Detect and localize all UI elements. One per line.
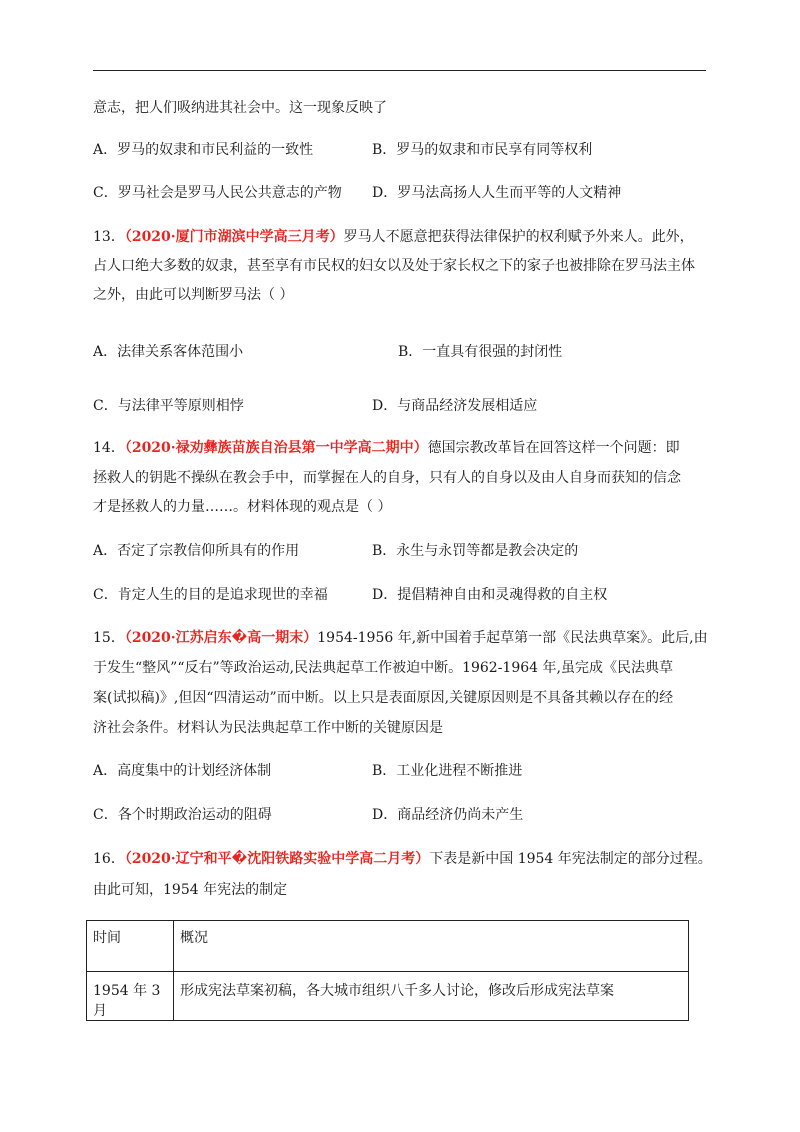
q15-text-1: 1954-1956 年,新中国着手起草第一部《民法典草案》。此后,由 xyxy=(317,630,708,646)
q15-option-b: B．工业化进程不断推进 xyxy=(372,763,523,779)
q15-option-c: C．各个时期政治运动的阻碍 xyxy=(93,807,272,823)
q14-number: 14． xyxy=(93,440,125,456)
table-row xyxy=(87,972,689,1021)
q13-line-3: 之外，由此可以判断罗马法（ ） xyxy=(93,287,294,303)
q14-option-c: C．肯定人生的目的是追求现世的幸福 xyxy=(93,587,328,603)
q15-line-3: 案(试拟稿)》,但因“四清运动”而中断。以上只是表面原因,关键原因则是不具备其赖以存在的经 xyxy=(93,690,674,706)
q16-text-1: 下表是新中国 1954 年宪法制定的部分过程。 xyxy=(429,851,712,867)
q16-line-1 xyxy=(93,849,712,869)
q12-option-a: A．罗马的奴隶和市民利益的一致性 xyxy=(93,142,314,158)
q16-source: （2020·辽宁和平�沈阳铁路实验中学高二月考） xyxy=(124,851,430,867)
q15-option-a: A．高度集中的计划经济体制 xyxy=(93,763,272,779)
q16-number: 16． xyxy=(93,851,125,867)
q14-option-a: A．否定了宗教信仰所具有的作用 xyxy=(93,543,300,559)
q14-option-b: B．永生与永罚等都是教会决定的 xyxy=(372,543,579,559)
table-header-overview: 概况 xyxy=(174,921,689,972)
q13-source: （2020·厦门市湖滨中学高三月考） xyxy=(124,229,344,245)
table-header-time: 时间 xyxy=(87,921,174,972)
q13-option-c: C．与法律平等原则相悖 xyxy=(93,398,244,414)
header-rule xyxy=(93,70,706,71)
constitution-table xyxy=(86,920,689,1021)
table-cell-overview: 形成宪法草案初稿，各大城市组织八千多人讨论，修改后形成宪法草案 xyxy=(174,972,689,1021)
question-12-continuation: 意志，把人们吸纳进其社会中。这一现象反映了 xyxy=(93,100,387,116)
q14-source: （2020·禄劝彝族苗族自治县第一中学高二期中） xyxy=(124,440,428,456)
q15-option-d: D．商品经济仍尚未产生 xyxy=(372,807,524,823)
q15-line-2: 于发生“整风”“反右”等政治运动,民法典起草工作被迫中断。1962-1964 年,虽完成《民法典草 xyxy=(93,660,673,676)
q15-line-4: 济社会条件。材料认为民法典起草工作中断的关键原因是 xyxy=(93,720,443,736)
q13-option-b: B．一直具有很强的封闭性 xyxy=(398,344,563,360)
q13-text-1: 罗马人不愿意把获得法律保护的权利赋予外来人。此外， xyxy=(343,229,694,245)
q13-number: 13． xyxy=(93,229,125,245)
q12-option-d: D．罗马法高扬人人生而平等的人文精神 xyxy=(372,185,622,201)
q12-option-b: B．罗马的奴隶和市民享有同等权利 xyxy=(372,142,593,158)
q16-line-2: 由此可知，1954 年宪法的制定 xyxy=(93,882,288,898)
q14-option-d: D．提倡精神自由和灵魂得救的自主权 xyxy=(372,587,608,603)
q14-text-1: 德国宗教改革旨在回答这样一个问题：即 xyxy=(427,440,680,456)
q13-option-a: A．法律关系客体范围小 xyxy=(93,344,244,360)
q13-line-1 xyxy=(93,227,694,247)
table-cell-time: 1954 年 3 月 xyxy=(87,972,174,1021)
q15-number: 15． xyxy=(93,630,125,646)
table-header-row xyxy=(87,921,689,972)
q12-option-c: C．罗马社会是罗马人民公共意志的产物 xyxy=(93,185,342,201)
q13-option-d: D．与商品经济发展相适应 xyxy=(372,398,538,414)
q15-line-1 xyxy=(93,628,708,648)
q14-line-3: 才是拯救人的力量……。材料体现的观点是（ ） xyxy=(93,499,392,515)
q13-line-2: 占人口绝大多数的奴隶，甚至享有市民权的妇女以及处于家长权之下的家子也被排除在罗马法主体 xyxy=(93,258,695,274)
q14-line-1 xyxy=(93,438,680,458)
q15-source: （2020·江苏启东�高一期末） xyxy=(124,630,318,646)
q14-line-2: 拯救人的钥匙不操纵在教会手中，而掌握在人的自身，只有人的自身以及由人自身而获知的信念 xyxy=(93,470,681,486)
